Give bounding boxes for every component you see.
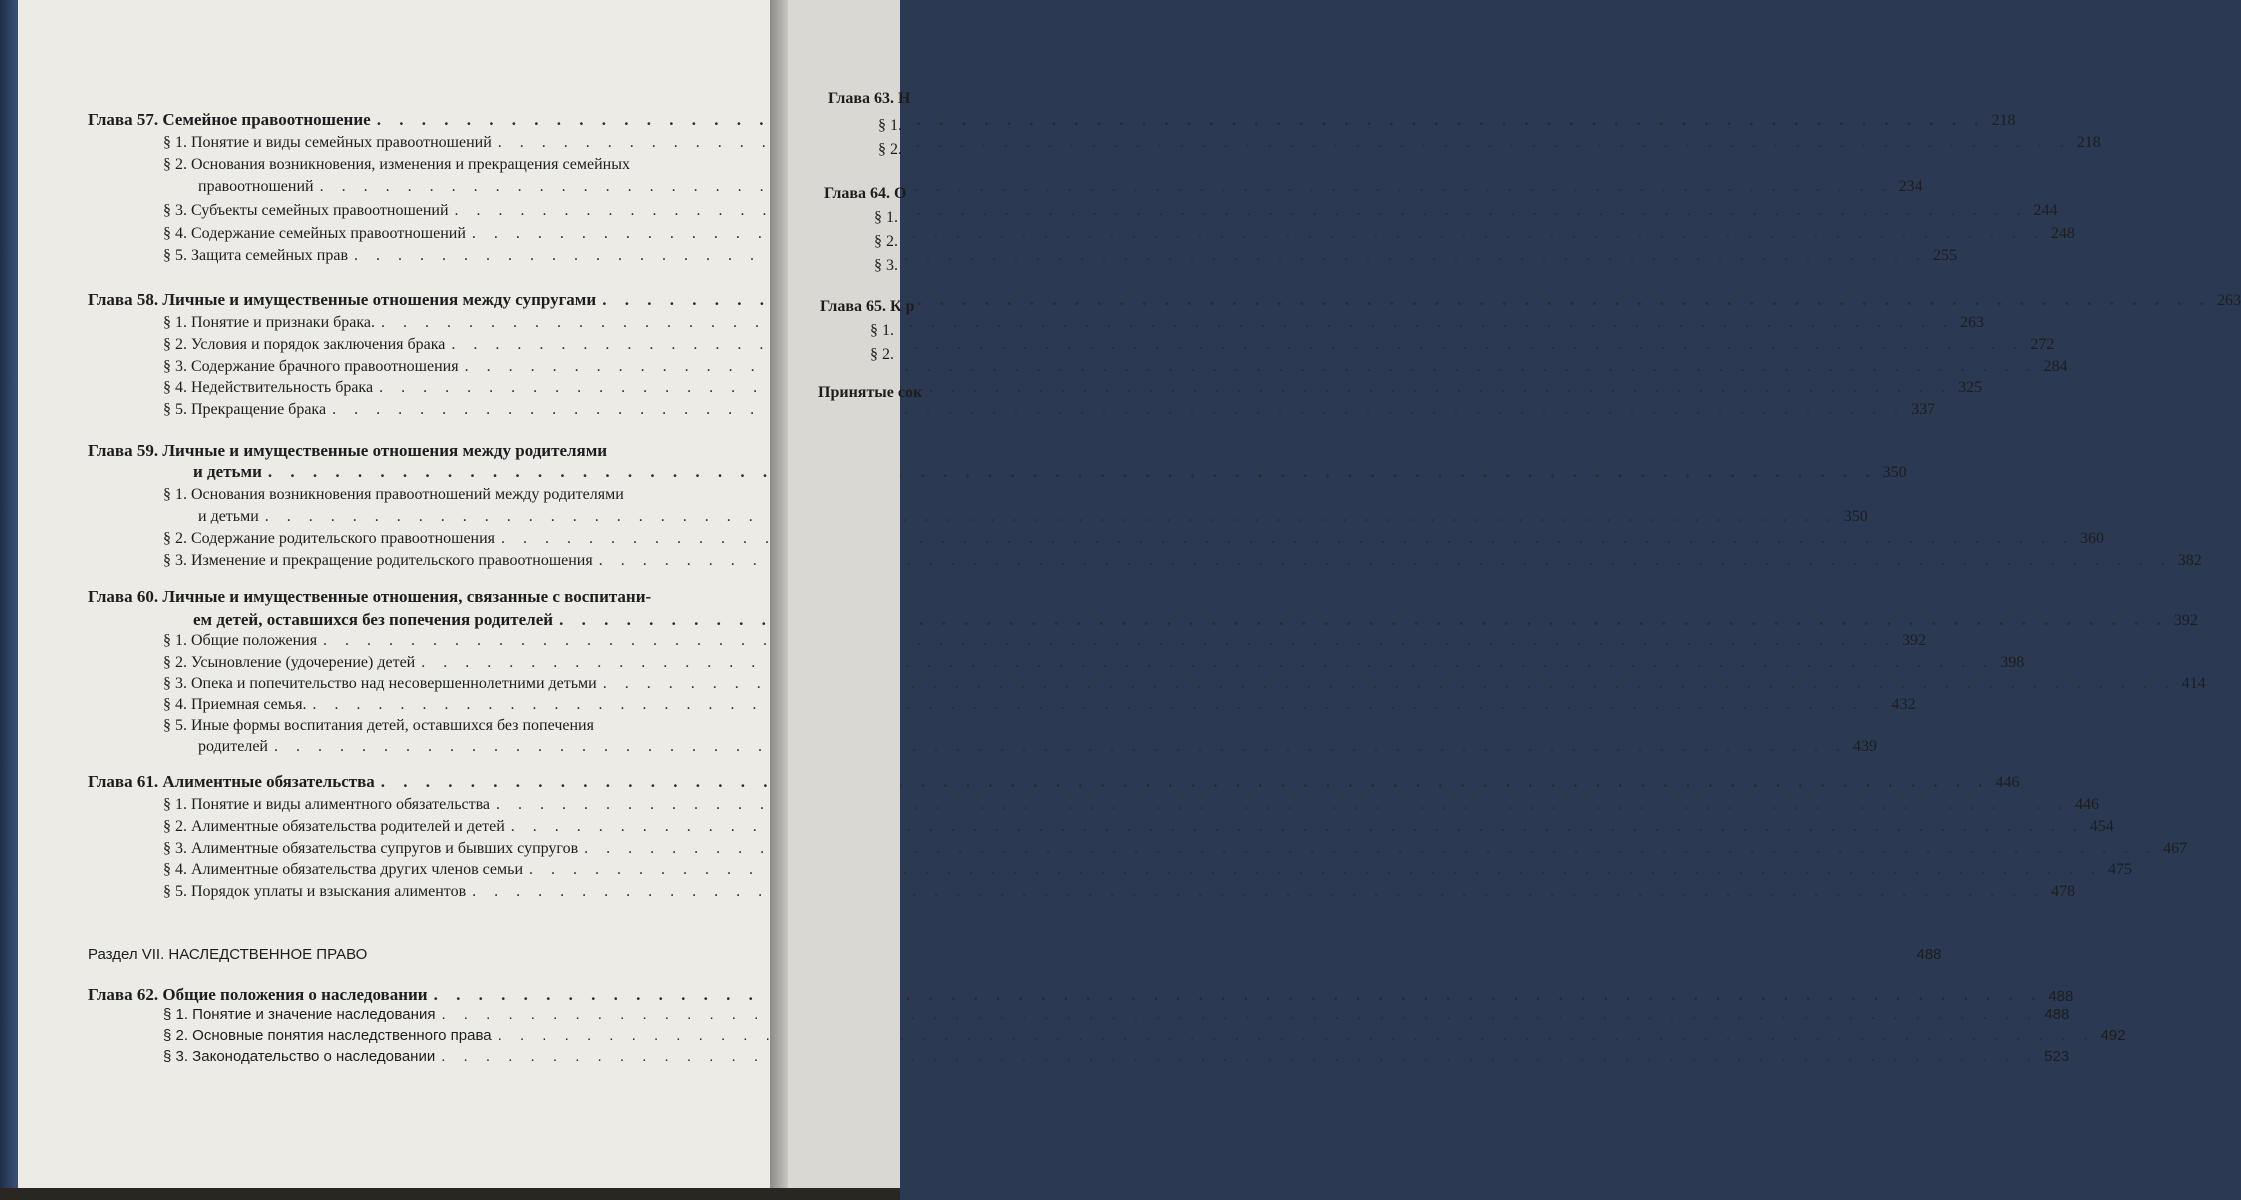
toc-section <box>198 508 1868 526</box>
facing-section: § 1. <box>878 117 902 134</box>
toc-title: § 1. Общие положения <box>163 632 318 649</box>
toc-title: Глава 58. Личные и имущественные отношения между супругами <box>88 290 597 309</box>
leader-dots <box>323 632 1896 650</box>
toc-page-number: 350 <box>1882 464 1907 481</box>
toc-page-number: 263 <box>2216 292 2241 309</box>
toc-page-number: 523 <box>2044 1048 2070 1065</box>
toc-page-number: 392 <box>1902 632 1927 649</box>
toc-page-number: 454 <box>2089 818 2114 835</box>
leader-dots <box>472 225 2045 243</box>
toc-title: ем детей, оставшихся без попечения родителей <box>193 610 554 629</box>
toc-page-number: 478 <box>2051 883 2076 900</box>
leader-dots <box>313 696 1886 714</box>
toc-page-number: 337 <box>1911 401 1936 418</box>
toc-title: правоотношений <box>198 178 314 195</box>
leader-dots <box>265 508 1838 526</box>
toc-title: § 2. Алиментные обязательства родителей и детей <box>163 818 505 835</box>
facing-section: § 2. <box>870 346 894 363</box>
toc-title: § 3. Опека и попечительство над несовершеннолетними детьми <box>163 675 597 692</box>
leader-dots <box>498 134 2071 152</box>
toc-section <box>163 530 2105 548</box>
toc-page-number: 475 <box>2108 861 2133 878</box>
toc-title: Глава 57. Семейное правоотношение <box>88 110 371 129</box>
toc-section <box>163 1048 2070 1065</box>
toc-section <box>163 675 2206 693</box>
toc-chapter-57 <box>88 110 2016 130</box>
toc-page-number: 382 <box>2177 552 2202 569</box>
toc-section <box>163 202 2058 220</box>
toc-title: § 4. Содержание семейных правоотношений <box>163 225 466 242</box>
leader-dots <box>320 178 1893 196</box>
facing-section: § 3. <box>874 257 898 274</box>
toc-title: § 2. Условия и порядок заключения брака <box>163 336 446 353</box>
toc-section <box>163 401 1936 419</box>
toc-section <box>163 883 2076 901</box>
toc-section <box>163 134 2101 152</box>
toc-section <box>163 225 2075 243</box>
toc-section <box>198 738 1877 756</box>
leader-dots <box>501 530 2074 548</box>
toc-chapter-61 <box>88 772 2020 792</box>
leader-dots <box>274 738 1847 756</box>
toc-title: § 4. Алиментные обязательства других членов семьи <box>163 861 524 878</box>
toc-section-line: § 2. Основания возникновения, изменения и прекращения семейных <box>163 156 630 173</box>
leader-dots <box>441 1006 2038 1023</box>
table-surface <box>0 1188 900 1200</box>
book-page-right-partial <box>788 0 923 1200</box>
facing-chapter-64: Глава 64. О <box>824 185 907 202</box>
leader-dots <box>354 247 1927 265</box>
toc-title: § 4. Приемная семья. <box>163 696 307 713</box>
toc-title: § 4. Недействительность брака <box>163 379 374 396</box>
toc-page-number: 218 <box>2076 134 2101 151</box>
toc-page-number: 488 <box>1916 946 1942 963</box>
toc-section <box>163 247 1958 265</box>
leader-dots <box>529 861 2102 879</box>
toc-page-number: 263 <box>1960 314 1985 331</box>
toc-page-number: 488 <box>2044 1006 2070 1023</box>
toc-page-number: 284 <box>2043 358 2068 375</box>
toc-title: § 2. Содержание родительского правоотношения <box>163 530 496 547</box>
toc-chapter-59-line: Глава 59. Личные и имущественные отношения между родителями <box>88 441 608 460</box>
facing-section: § 1. <box>874 209 898 226</box>
leader-dots <box>434 985 2043 1005</box>
leader-dots <box>465 358 2038 376</box>
toc-title: § 1. Понятие и значение наследования <box>163 1006 436 1023</box>
toc-title: и детьми <box>193 462 262 481</box>
toc-page-number: 414 <box>2181 675 2206 692</box>
toc-chapter-60 <box>193 610 2198 630</box>
toc-title: родителей <box>198 738 268 755</box>
toc-page-number: 218 <box>1991 112 2016 129</box>
toc-title: Раздел VII. НАСЛЕДСТВЕННОЕ ПРАВО <box>88 946 368 963</box>
toc-section <box>163 1006 2070 1023</box>
facing-accepted-abbreviations: Принятые сок <box>818 384 923 401</box>
toc-title: § 1. Понятие и виды семейных правоотношений <box>163 134 492 151</box>
toc-section-line: § 1. Основания возникновения правоотношений между родителями <box>163 486 624 503</box>
toc-title: § 3. Алиментные обязательства супругов и бывших супругов <box>163 840 579 857</box>
leader-dots <box>421 654 1994 672</box>
toc-page-number: 446 <box>2075 796 2100 813</box>
facing-chapter-63: Глава 63. Н <box>828 90 911 107</box>
toc-title: § 2. Основные понятия наследственного права <box>163 1027 492 1044</box>
toc-page-number: 392 <box>2173 612 2198 629</box>
toc-page-number: 244 <box>2033 202 2058 219</box>
leader-dots <box>379 379 1952 397</box>
toc-title: § 3. Изменение и прекращение родительского правоотношения <box>163 552 593 569</box>
facing-section: § 2. <box>874 233 898 250</box>
toc-title: Глава 61. Алиментные обязательства <box>88 772 375 791</box>
toc-page-number: 492 <box>2100 1027 2126 1044</box>
leader-dots <box>455 202 2028 220</box>
leader-dots <box>451 336 2024 354</box>
toc-page-number: 360 <box>2080 530 2105 547</box>
toc-section <box>163 1027 2126 1044</box>
toc-page-number: 446 <box>1995 774 2020 791</box>
toc-section <box>163 861 2133 879</box>
toc-page-number: 234 <box>1898 178 1923 195</box>
toc-page-number: 398 <box>2000 654 2025 671</box>
book-gutter <box>770 0 788 1200</box>
toc-title: Глава 62. Общие положения о наследовании <box>88 985 428 1004</box>
toc-page-number: 439 <box>1852 738 1877 755</box>
leader-dots <box>381 314 1954 332</box>
toc-page-number: 255 <box>1933 247 1958 264</box>
toc-page-number: 325 <box>1958 379 1983 396</box>
toc-section <box>163 358 2068 376</box>
toc-section <box>163 696 1916 714</box>
leader-dots <box>268 462 1877 482</box>
leader-dots <box>496 796 2069 814</box>
toc-section <box>163 552 2202 570</box>
toc-page-number: 248 <box>2050 225 2075 242</box>
toc-chapter-60-line: Глава 60. Личные и имущественные отношения, связанные с воспитани- <box>88 587 652 606</box>
toc-title: § 3. Содержание брачного правоотношения <box>163 358 459 375</box>
toc-title: § 1. Понятие и виды алиментного обязательства <box>163 796 491 813</box>
toc-page-number: 350 <box>1843 508 1868 525</box>
toc-chapter-62 <box>88 985 2074 1005</box>
toc-title: § 5. Защита семейных прав <box>163 247 349 264</box>
toc-section <box>163 632 1927 650</box>
leader-dots <box>498 1027 2095 1044</box>
toc-section <box>163 796 2100 814</box>
toc-section <box>163 336 2055 354</box>
toc-page-number: 272 <box>2030 336 2055 353</box>
facing-section: § 2. <box>878 141 902 158</box>
toc-chapter-59 <box>193 462 1907 482</box>
toc-title: § 3. Субъекты семейных правоотношений <box>163 202 449 219</box>
toc-part-7 <box>88 946 1942 963</box>
toc-page-number: 432 <box>1891 696 1916 713</box>
toc-section <box>163 818 2114 836</box>
facing-chapter-65: Глава 65. К р <box>820 298 915 315</box>
toc-section <box>163 654 2025 672</box>
toc-title: § 5. Порядок уплаты и взыскания алиментов <box>163 883 467 900</box>
toc-title: § 3. Законодательство о наследовании <box>163 1048 436 1065</box>
leader-dots <box>377 110 1986 130</box>
toc-title: § 5. Прекращение брака <box>163 401 327 418</box>
toc-section-line: § 5. Иные формы воспитания детей, оставшихся без попечения <box>163 717 594 734</box>
toc-page-number: 488 <box>2048 988 2074 1005</box>
toc-title: § 2. Усыновление (удочерение) детей <box>163 654 416 671</box>
leader-dots <box>381 772 1990 792</box>
toc-page-number: 467 <box>2163 840 2188 857</box>
facing-section: § 1. <box>870 322 894 339</box>
leader-dots <box>511 818 2084 836</box>
toc-section <box>163 840 2188 858</box>
toc-title: § 1. Понятие и признаки брака. <box>163 314 376 331</box>
leader-dots <box>472 883 2045 901</box>
toc-title: и детьми <box>198 508 259 525</box>
leader-dots <box>332 401 1905 419</box>
leader-dots <box>441 1048 2038 1065</box>
toc-section <box>163 314 1985 332</box>
